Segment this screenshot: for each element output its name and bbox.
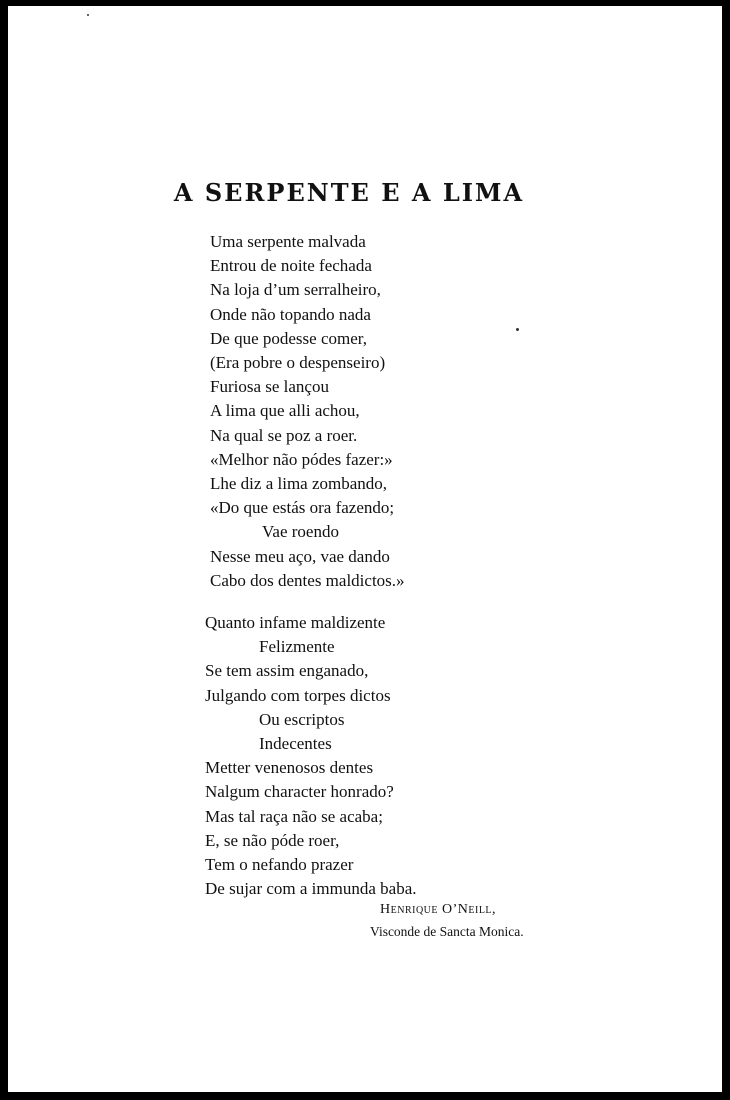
poem-line: Vae roendo (262, 522, 339, 542)
poem-line: Tem o nefando prazer (205, 855, 354, 875)
poem-line: Nalgum character honrado? (205, 782, 394, 802)
poem-line: Ou escriptos (259, 709, 345, 729)
poem-line: De sujar com a immunda baba. (205, 879, 417, 899)
page (8, 6, 722, 1092)
stanza-1 (210, 230, 405, 593)
poem-line: Mas tal raça não se acaba; (205, 806, 383, 826)
poem-line: «Melhor não pódes fazer:» (210, 449, 393, 469)
author-name: Henrique O’Neill, (380, 902, 497, 917)
poem-line: Felizmente (259, 637, 335, 657)
poem-line: A lima que alli achou, (210, 401, 360, 421)
poem-line: Julgando com torpes dictos (205, 685, 391, 705)
poem-line: Onde não topando nada (210, 304, 371, 324)
poem-line: Lhe diz a lima zombando, (210, 474, 388, 494)
poem-line: De que podesse comer, (210, 328, 367, 348)
poem-line: Quanto infame maldizente (205, 613, 386, 632)
poem-line: (Era pobre o despenseiro) (210, 353, 386, 373)
author-title: Visconde de Sancta Monica. (370, 924, 524, 939)
poem-title: A SERPENTE E A LIMA (173, 178, 525, 207)
poem-line: Cabo dos dentes maldictos.» (210, 570, 405, 590)
poem-line: Entrou de noite fechada (210, 256, 372, 276)
poem-line: Furiosa se lançou (210, 377, 329, 397)
poem-line: Indecentes (259, 734, 332, 754)
poem-line: Metter venenosos dentes (205, 758, 374, 778)
poem-line: Nesse meu aço, vae dando (210, 546, 390, 566)
poem-line: Se tem assim enganado, (205, 661, 369, 681)
poem-line: «Do que estás ora fazendo; (210, 498, 395, 518)
ink-speck (87, 14, 89, 16)
poem-line: E, se não póde roer, (205, 830, 340, 850)
stanza-2 (205, 611, 417, 901)
poem-line: Na loja d’um serralheiro, (210, 280, 381, 300)
ink-speck (516, 328, 519, 331)
poem-line: Uma serpente malvada (210, 232, 366, 251)
poem-line: Na qual se poz a roer. (210, 425, 358, 445)
